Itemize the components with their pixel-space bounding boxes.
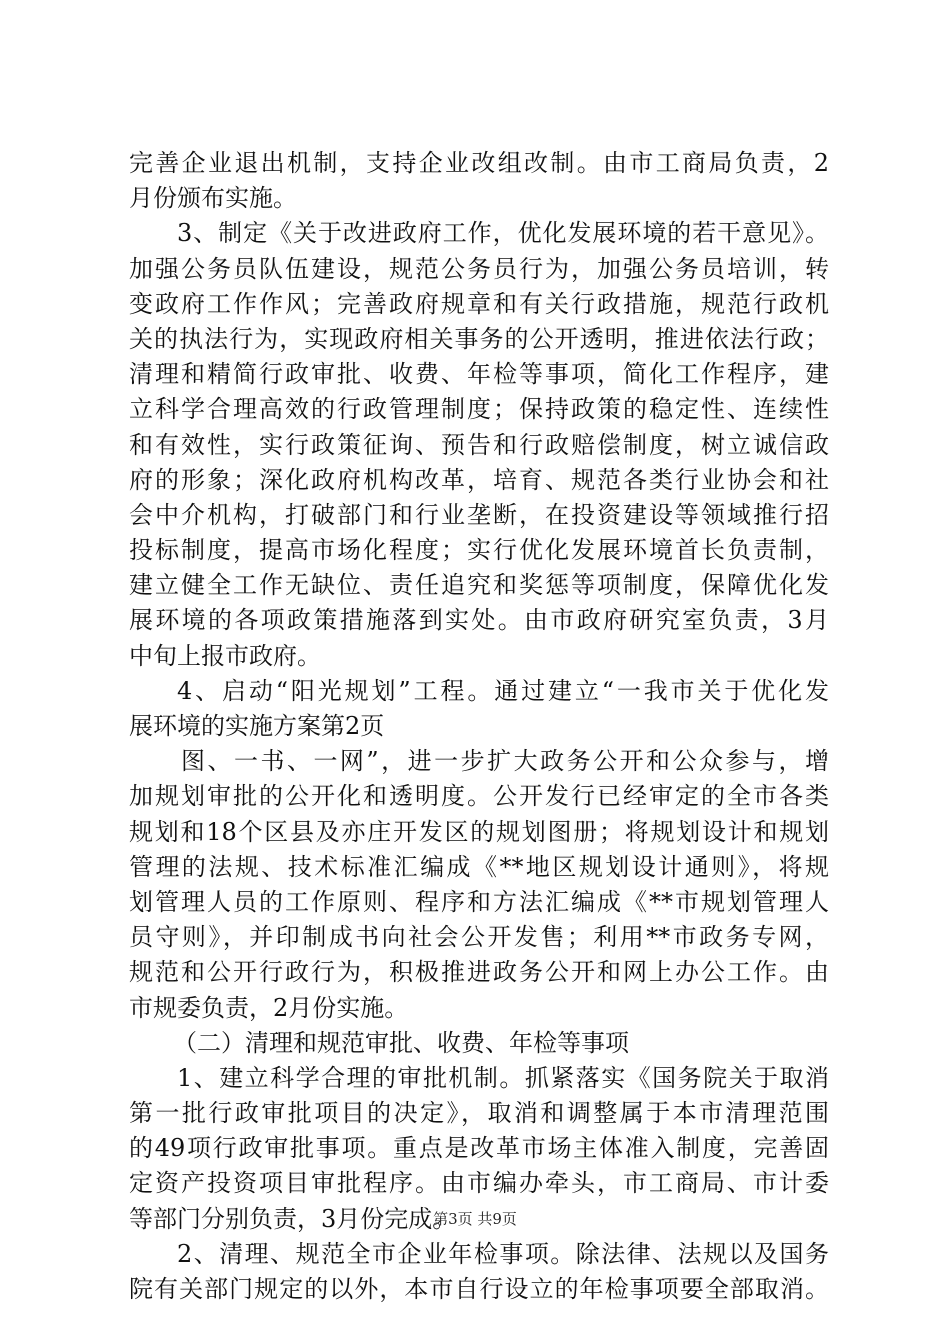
- text-line: 第一批行政审批项目的决定》，取消和调整属于本市清理范围: [129, 1099, 829, 1128]
- text-line: 变政府工作作风；完善政府规章和有关行政措施，规范行政机: [129, 289, 829, 318]
- text-line: 月份颁布实施。: [129, 184, 297, 213]
- text-line: 清理和精简行政审批、收费、年检等事项，简化工作程序，建: [129, 360, 829, 389]
- text-line: 展环境的实施方案第2页: [129, 712, 385, 740]
- text-line: 规范和公开行政行为，积极推进政务公开和网上办公工作。由: [129, 958, 829, 987]
- text-line: 和有效性，实行政策征询、预告和行政赔偿制度，树立诚信政: [129, 430, 829, 459]
- text-line: 会中介机构，打破部门和行业垄断，在投资建设等领域推行招: [129, 500, 829, 529]
- text-line: 4、启动“阳光规划”工程。通过建立“一我市关于优化发: [177, 676, 829, 705]
- text-line: 院有关部门规定的以外，本市自行设立的年检事项要全部取消。: [129, 1275, 829, 1303]
- text-line: 建立健全工作无缺位、责任追究和奖惩等项制度，保障优化发: [129, 571, 829, 600]
- text-line: 3、制定《关于改进政府工作，优化发展环境的若干意见》。: [177, 219, 829, 248]
- text-line: 中旬上报市政府。: [129, 641, 321, 670]
- section-heading: （二）清理和规范审批、收费、年检等事项: [173, 1028, 629, 1057]
- text-line: 立科学合理高效的行政管理制度；保持政策的稳定性、连续性: [129, 395, 829, 424]
- text-line: 加规划审批的公开化和透明度。公开发行已经审定的全市各类: [129, 782, 829, 811]
- page-number-footer: 第3页 共9页: [433, 1210, 517, 1228]
- text-line: 1、建立科学合理的审批机制。抓紧落实《国务院关于取消: [177, 1063, 829, 1092]
- text-line: 展环境的各项政策措施落到实处。由市政府研究室负责，3月: [129, 606, 829, 635]
- text-line: 的49项行政审批事项。重点是改革市场主体准入制度，完善固: [129, 1134, 829, 1163]
- text-line: 划管理人员的工作原则、程序和方法汇编成《**市规划管理人: [129, 887, 829, 916]
- text-line: 定资产投资项目审批程序。由市编办牵头，市工商局、市计委: [129, 1169, 829, 1198]
- text-line: 员守则》，并印制成书向社会公开发售；利用**市政务专网，: [129, 923, 829, 952]
- text-line: 关的执法行为，实现政府相关事务的公开透明，推进依法行政；: [129, 324, 829, 353]
- text-line: 市规委负责，2月份实施。: [129, 993, 409, 1022]
- text-line: 府的形象；深化政府机构改革，培育、规范各类行业协会和社: [129, 465, 829, 494]
- text-line: 2、清理、规范全市企业年检事项。除法律、法规以及国务: [177, 1239, 829, 1268]
- text-line: 管理的法规、技术标准汇编成《**地区规划设计通则》，将规: [129, 852, 829, 881]
- text-line: 加强公务员队伍建设，规范公务员行为，加强公务员培训，转: [129, 254, 829, 283]
- text-line: 等部门分别负责，3月份完成。: [129, 1204, 457, 1233]
- document-body: [129, 146, 829, 1307]
- text-line: 完善企业退出机制，支持企业改组改制。由市工商局负责，2: [129, 149, 829, 177]
- text-line: 图、一书、一网”，进一步扩大政务公开和公众参与，增: [181, 747, 829, 776]
- text-line: 规划和18个区县及亦庄开发区的规划图册；将规划设计和规划: [129, 817, 829, 846]
- text-line: 投标制度，提高市场化程度；实行优化发展环境首长负责制，: [129, 536, 829, 565]
